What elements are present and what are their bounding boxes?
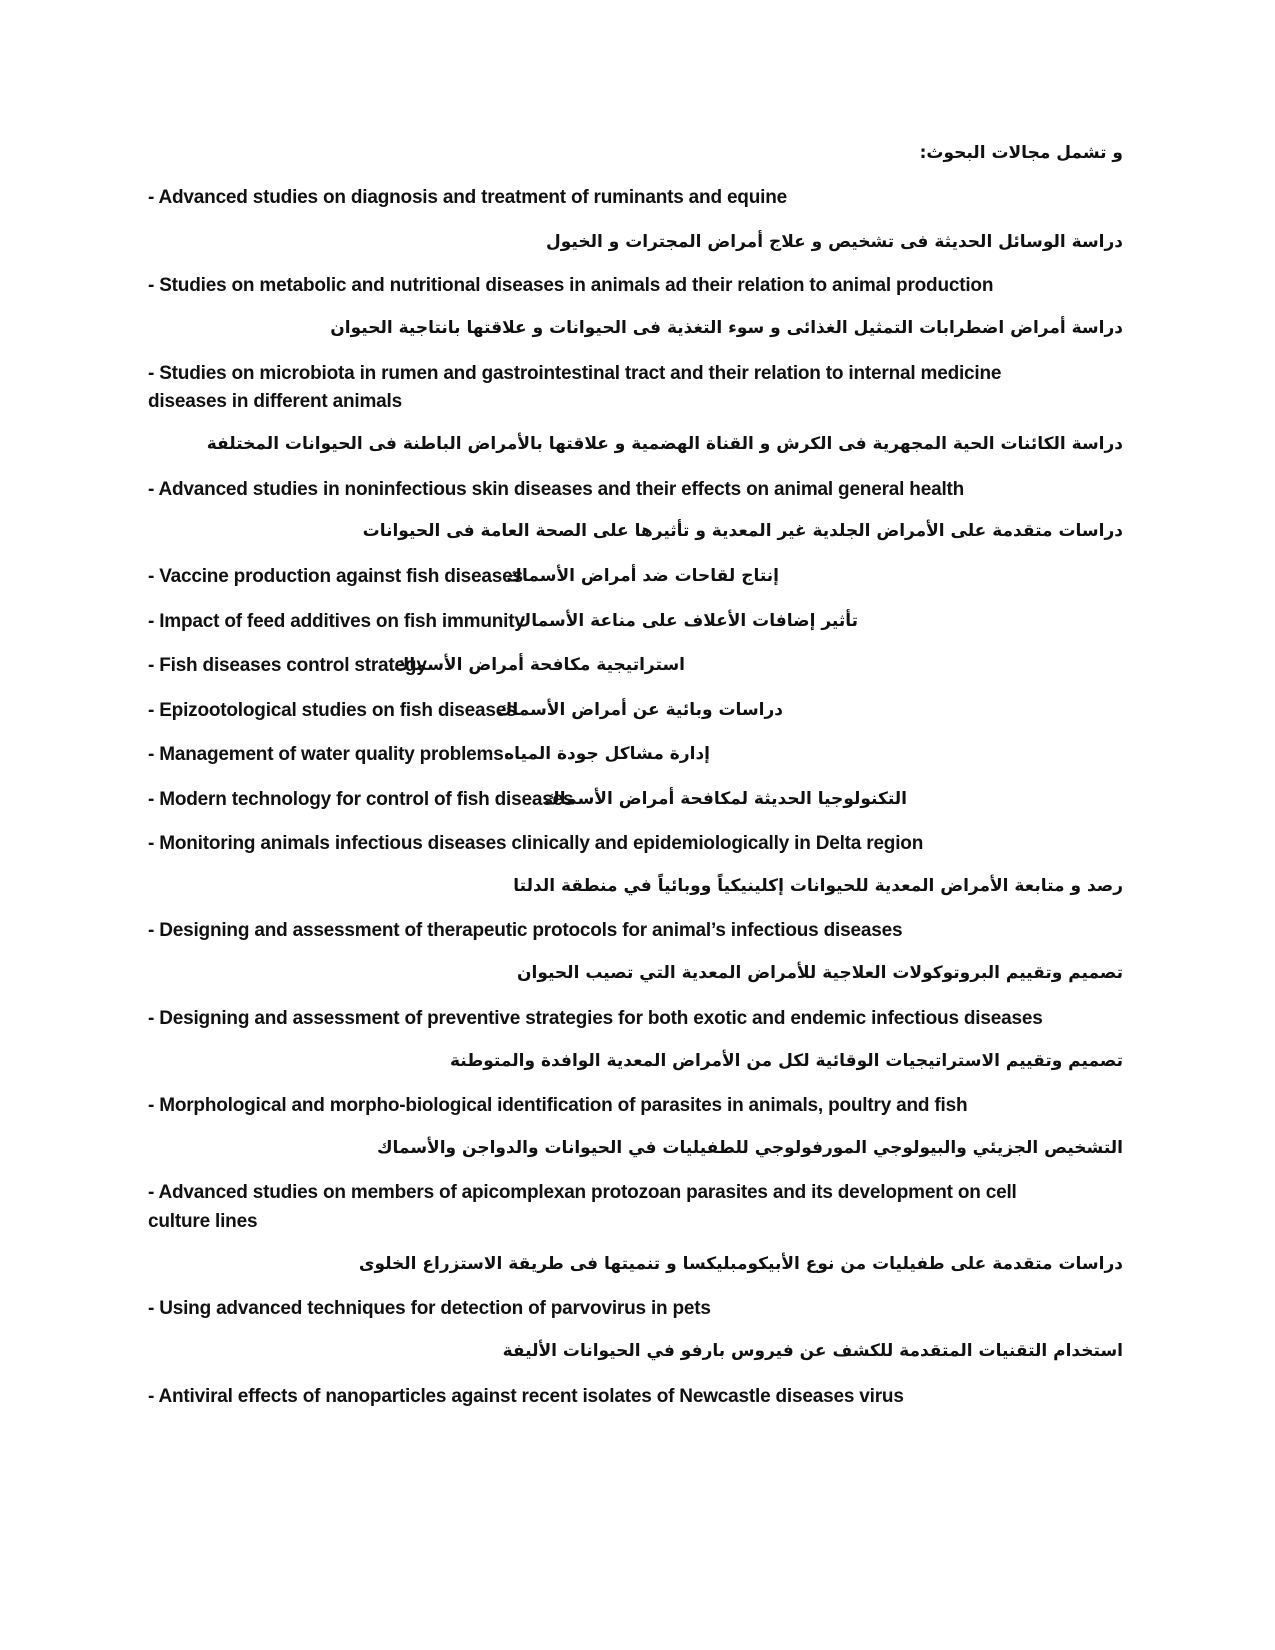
item-13-arabic: تصميم وتقييم الاستراتيجيات الوقائية لكل من الأمراض المعدية الوافدة والمتوطنة	[450, 1051, 1123, 1071]
item-16-english: - Using advanced techniques for detection of parvovirus in pets	[148, 1298, 711, 1319]
item-3-english-line2: diseases in different animals	[148, 391, 402, 412]
item-3-arabic: دراسة الكائنات الحية المجهرية فى الكرش و القناة الهضمية و علاقتها بالأمراض الباطنة فى الحيوانات المختلفة	[206, 434, 1123, 454]
item-2-english: - Studies on metabolic and nutritional diseases in animals ad their relation to animal production	[148, 275, 994, 296]
item-12-english: - Designing and assessment of therapeutic protocols for animal’s infectious diseases	[148, 920, 903, 941]
item-12-arabic: تصميم وتقييم البروتوكولات العلاجية للأمراض المعدية التي تصيب الحيوان	[517, 963, 1123, 983]
item-15-english-line2: culture lines	[148, 1211, 258, 1232]
item-9-arabic: إدارة مشاكل جودة المياه	[504, 744, 710, 764]
item-6-english: - Impact of feed additives on fish immunity	[148, 611, 525, 632]
item-16-arabic: استخدام التقنيات المتقدمة للكشف عن فيروس بارفو في الحيوانات الأليفة	[502, 1341, 1123, 1361]
item-3-english-line1: - Studies on microbiota in rumen and gastrointestinal tract and their relation to internal medicine	[148, 363, 1002, 384]
item-1-english: - Advanced studies on diagnosis and treatment of ruminants and equine	[148, 187, 787, 208]
item-10-english: - Modern technology for control of fish diseases	[148, 789, 574, 810]
item-11-arabic: رصد و متابعة الأمراض المعدية للحيوانات إكلينيكياً ووبائياً في منطقة الدلتا	[513, 876, 1123, 896]
item-15-english-line1: - Advanced studies on members of apicomplexan protozoan parasites and its development on cell	[148, 1182, 1017, 1203]
item-13-english: - Designing and assessment of preventive strategies for both exotic and endemic infectious diseases	[148, 1008, 1043, 1029]
item-11-english: - Monitoring animals infectious diseases clinically and epidemiologically in Delta region	[148, 833, 924, 854]
item-4-english: - Advanced studies in noninfectious skin diseases and their effects on animal general health	[148, 479, 965, 500]
item-7-english: - Fish diseases control strategy	[148, 655, 427, 676]
item-15-arabic: دراسات متقدمة على طفيليات من نوع الأبيكومبليكسا و تنميتها فى طريقة الاستزراع الخلوى	[358, 1254, 1123, 1274]
item-6-arabic: تأثير إضافات الأعلاف على مناعة الأسماك	[515, 611, 858, 631]
item-4-arabic: دراسات متقدمة على الأمراض الجلدية غير المعدية و تأثيرها على الصحة العامة فى الحيوانات	[362, 521, 1123, 541]
item-14-english: - Morphological and morpho-biological identification of parasites in animals, poultry and fish	[148, 1095, 968, 1116]
item-8-english: - Epizootological studies on fish diseases	[148, 700, 517, 721]
item-8-arabic: دراسات وبائية عن أمراض الأسماك	[496, 700, 783, 720]
item-5-english: - Vaccine production against fish diseases	[148, 566, 523, 587]
item-10-arabic: التكنولوجيا الحديثة لمكافحة أمراض الأسماك	[544, 789, 907, 809]
item-5-arabic: إنتاج لقاحات ضد أمراض الأسماك	[506, 566, 779, 586]
item-14-arabic: التشخيص الجزيئي والبيولوجي المورفولوجي للطفيليات في الحيوانات والدواجن والأسماك	[376, 1138, 1123, 1158]
item-9-english: - Management of water quality problems	[148, 744, 504, 765]
item-17-english: - Antiviral effects of nanoparticles against recent isolates of Newcastle diseases virus	[148, 1386, 904, 1407]
item-2-arabic: دراسة أمراض اضطرابات التمثيل الغذائى و سوء التغذية فى الحيوانات و علاقتها بانتاجية الحيوان	[330, 318, 1123, 338]
item-7-arabic: استراتيجية مكافحة أمراض الأسماك	[393, 655, 685, 675]
item-1-arabic: دراسة الوسائل الحديثة فى تشخيص و علاج أمراض المجترات و الخيول	[545, 232, 1123, 252]
research-areas-heading: و تشمل مجالات البحوث:	[919, 143, 1123, 163]
